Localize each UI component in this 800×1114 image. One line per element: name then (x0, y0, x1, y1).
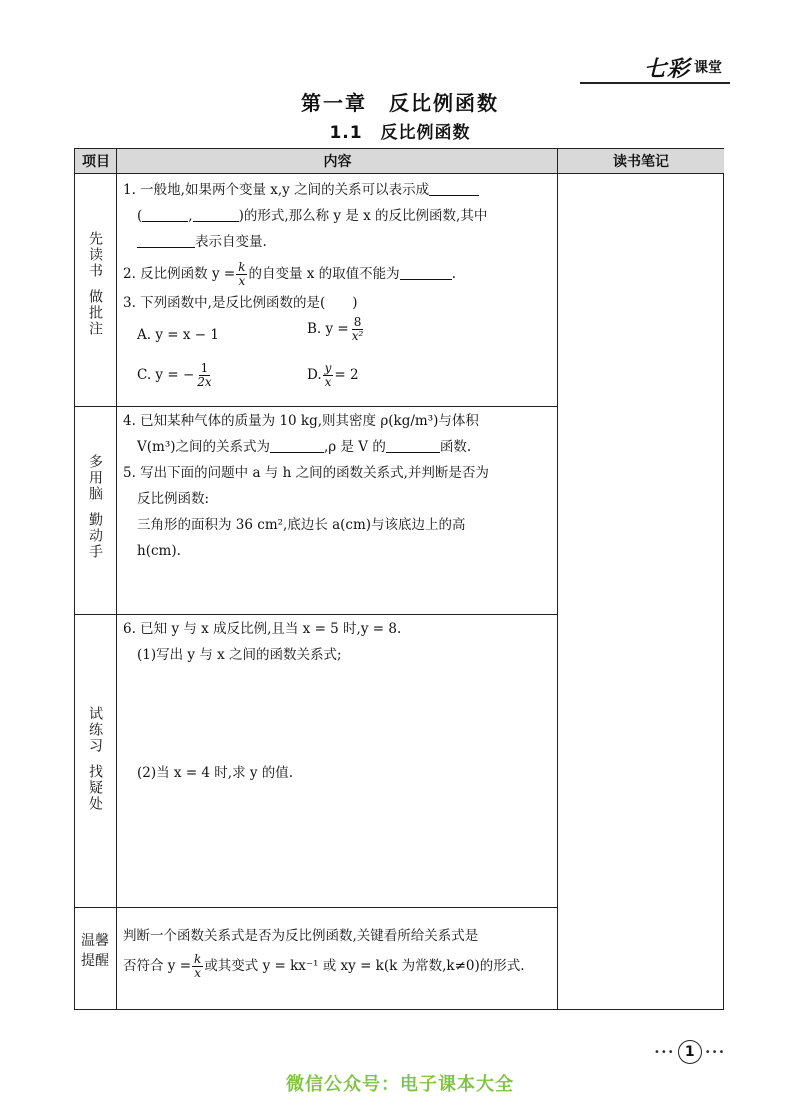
q5-line4: h(cm). (137, 543, 181, 559)
answer-blank[interactable] (142, 205, 188, 222)
row-label-top: 多用脑 (87, 454, 103, 502)
section-read-content (123, 177, 559, 406)
fraction: $\frac{y}{x}$ (324, 361, 332, 389)
fraction: $\frac{8}{\text{x²}}$ (351, 315, 364, 343)
q1-line3: 表示自变量. (123, 229, 559, 255)
option-c[interactable]: C. y = − $\frac{1}{2x}$ (137, 361, 212, 389)
q3-options (123, 316, 559, 406)
page-number (654, 1040, 725, 1064)
header-item: 项目 (75, 149, 117, 174)
chapter-title: 第一章 反比例函数 (301, 91, 499, 115)
answer-space[interactable] (123, 668, 559, 760)
header-notes: 读书笔记 (558, 149, 724, 174)
answer-blank[interactable] (429, 179, 479, 196)
row-label-top: 先读书 (87, 231, 103, 279)
tip-line1: 判断一个函数关系式是否为反比例函数,关键看所给关系式是 (123, 928, 479, 944)
row-label-read (75, 231, 115, 337)
brand-logo (644, 52, 722, 82)
page-number-circle: 1 (678, 1040, 702, 1064)
brand-underline (580, 82, 730, 84)
q1-line2: ( , )的形式,那么称 y 是 x 的反比例函数,其中 (123, 203, 559, 229)
q5-line3: 三角形的面积为 36 cm²,底边长 a(cm)与该底边上的高 (137, 517, 466, 533)
answer-blank[interactable] (193, 205, 239, 222)
footer-watermark: 微信公众号：电子课本大全 (286, 1074, 514, 1095)
q2: 2. 反比例函数 y = $\frac{k}{x}$ 的自变量 x 的取值不能为 . (123, 260, 456, 288)
row-label-bottom: 勤动手 (87, 512, 103, 560)
row-label-top: 试练习 (87, 706, 103, 754)
option-b[interactable]: B. y = $\frac{8}{\text{x²}}$ (307, 315, 364, 343)
option-a[interactable]: A. y = x − 1 (137, 327, 219, 343)
q5-line2: 反比例函数: (137, 491, 210, 507)
column-divider (116, 149, 117, 1009)
q1-line1: 1. 一般地,如果两个变量 x,y 之间的关系可以表示成 (123, 177, 559, 203)
answer-blank[interactable] (270, 436, 324, 453)
row-divider (75, 406, 557, 407)
dots-icon: ••• (704, 1046, 726, 1058)
brand-word: 课堂 (694, 60, 722, 76)
row-label-bottom: 做批注 (87, 289, 103, 337)
q3-stem: 3. 下列函数中,是反比例函数的是( ) (123, 295, 358, 311)
q5-line1: 5. 写出下面的问题中 a 与 h 之间的函数关系式,并判断是否为 (123, 465, 489, 481)
worksheet-table (74, 148, 724, 1010)
q6-line1: 6. 已知 y 与 x 成反比例,且当 x = 5 时,y = 8. (123, 621, 402, 637)
fraction: $\frac{k}{x}$ (194, 952, 202, 980)
section-think-content (123, 408, 559, 564)
row-divider (75, 907, 557, 908)
dots-icon: ••• (654, 1046, 675, 1058)
row-label-tip (75, 931, 115, 971)
fraction: $\frac{1}{2x}$ (197, 361, 212, 389)
row-label-bottom: 找疑处 (87, 764, 103, 812)
tip-line2: 否符合 y = $\frac{k}{x}$ 或其变式 y = kx⁻¹ 或 xy = k(k 为常数,k≠0)的形式. (123, 952, 525, 980)
row-label-bottom: 提醒 (81, 953, 109, 969)
q6-part2: (2)当 x = 4 时,求 y 的值. (137, 765, 294, 781)
q4-line2: V(m³)之间的关系式为 ,ρ 是 V 的 函数. (123, 434, 559, 460)
section-title: 1.1 反比例函数 (329, 123, 471, 143)
section-practice-content (123, 616, 559, 786)
brand-swirl: 七彩 (643, 55, 690, 82)
row-label-top: 温馨 (81, 933, 109, 949)
option-d[interactable]: D. $\frac{y}{x}$ = 2 (307, 361, 359, 389)
answer-blank[interactable] (137, 231, 195, 248)
answer-blank[interactable] (400, 263, 452, 280)
row-label-think (75, 454, 115, 560)
header-content: 内容 (117, 149, 558, 174)
q6-part1: (1)写出 y 与 x 之间的函数关系式; (137, 647, 342, 663)
row-label-practice (75, 706, 115, 812)
answer-blank[interactable] (386, 436, 440, 453)
fraction: $\frac{k}{x}$ (238, 260, 246, 288)
section-tip-content (123, 923, 559, 980)
q4-line1: 4. 已知某种气体的质量为 10 kg,则其密度 ρ(kg/m³)与体积 (123, 413, 479, 429)
row-divider (75, 614, 557, 615)
